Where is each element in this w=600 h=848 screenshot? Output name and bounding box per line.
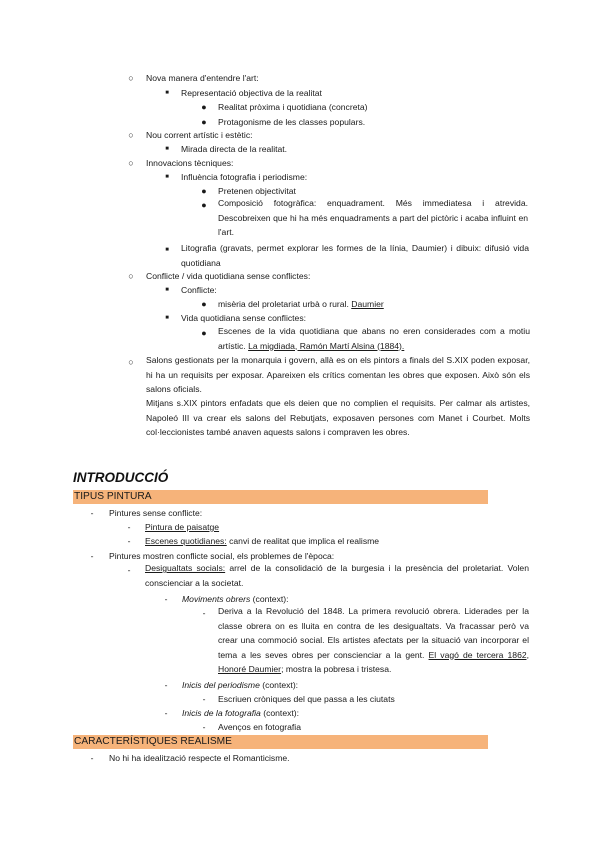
note-realitat-propera: Realitat pròxima i quotidiana (concreta) [218, 102, 368, 112]
band-caracteristiques-label: CARACTERÍSTIQUES REALISME [74, 736, 232, 747]
dash-bullet: - [202, 722, 206, 732]
dash-bullet: - [202, 694, 206, 704]
square-bullet: ■ [165, 146, 169, 152]
intro-desigualtats [145, 561, 529, 590]
deriva-text: Deriva a la Revolució del 1848. La primera revolució obrera. Liderades per la classe obrera on es lluita en contra de les desigualtats. Va fracassar però va crear una commoció social. Els artistes afectats per la situació van incorporar el tema a les seves obres per conscienciar a la gent. [218, 606, 529, 660]
circle-bullet: ○ [128, 357, 134, 367]
note-representacio: Representació objectiva de la realitat [181, 88, 322, 98]
circle-bullet: ○ [128, 130, 134, 140]
intro-periodisme [182, 680, 298, 691]
dash-bullet: - [164, 708, 168, 718]
circle-bullet: ○ [128, 271, 134, 281]
square-bullet: ■ [165, 247, 169, 253]
desigualtats-text: arrel de la consolidació de la burgesia i la presència del proletariat. Volen conscienciar a la societat. [145, 563, 529, 588]
miseria-text: misèria del proletariat urbà o rural. [218, 299, 349, 309]
escenes-quotidianes-label: Escenes quotidianes: [145, 536, 227, 546]
note-composicio: Composició fotogràfica: enquadrament. Més immediatesa i atrevida. Descobreixen que hi ha més enquadraments a part del pictòric i acaba influint en l'art. [218, 198, 528, 237]
intro-deriva [218, 604, 529, 677]
dash-bullet: - [202, 608, 206, 618]
desigualtats-label: Desigualtats socials: [145, 563, 226, 573]
intro-escriuen: Escriuen cròniques del que passa a les ciutats [218, 694, 395, 704]
dot-bullet: ● [201, 102, 207, 112]
note-innovacions: Innovacions tècniques: [146, 158, 234, 168]
section-heading-introduccio: INTRODUCCIÓ [73, 470, 169, 485]
dash-bullet: - [90, 508, 94, 518]
dash-bullet: - [127, 536, 131, 546]
moviments-label: Moviments obrers [182, 594, 251, 604]
note-salons-rebutjats: Mitjans s.XIX pintors enfadats que els deien que no complien el requisits. Per calmar als artistes, Napoleó III va crear els salons del Rebutjats, exposaven persones com Manet i Courbet. Molts col·leccionistes també anaven aquests salons i compraven les obres. [146, 398, 530, 437]
band-tipus-pintura [73, 490, 488, 504]
note-escenes [218, 324, 530, 353]
band-tipus-pintura-label: TIPUS PINTURA [74, 491, 152, 502]
note-litografia: Litografia (gravats, permet explorar les formes de la línia, Daumier) i dibuix: difusió vida quotidiana [181, 243, 529, 268]
intro-fotografia [182, 708, 299, 719]
dot-bullet: ● [201, 186, 207, 196]
daumier-link[interactable]: Daumier [351, 299, 384, 309]
note-conflicte: Conflicte: [181, 285, 217, 295]
square-bullet: ■ [165, 315, 169, 321]
fotografia-context: (context): [260, 708, 300, 718]
dot-bullet: ● [201, 117, 207, 127]
dot-bullet: ● [201, 200, 207, 210]
dot-bullet: ● [201, 299, 207, 309]
note-influencia: Influència fotografia i periodisme: [181, 172, 308, 182]
escenes-text: Escenes de la vida quotidiana que abans no eren considerades com a motiu artístic. [218, 326, 530, 351]
migdiada-link[interactable]: La migdiada, Ramón Martí Alsina (1884). [248, 340, 405, 351]
moviments-context: (context): [250, 594, 289, 604]
circle-bullet: ○ [128, 158, 134, 168]
intro-avencos: Avenços en fotografia [218, 722, 301, 732]
square-bullet: ■ [165, 90, 169, 96]
note-pretenen: Pretenen objectivitat [218, 186, 296, 196]
square-bullet: ■ [165, 287, 169, 293]
intro-paisatge: Pintura de paisatge [145, 522, 220, 532]
dash-bullet: - [127, 522, 131, 532]
dash-bullet: - [90, 551, 94, 561]
dot-bullet: ● [201, 328, 207, 338]
note-mirada-directa: Mirada directa de la realitat. [181, 144, 288, 154]
intro-mostren-conflicte: Pintures mostren conflicte social, els problemes de l'època: [109, 551, 335, 561]
square-bullet: ■ [165, 174, 169, 180]
dash-bullet: - [127, 565, 131, 575]
note-nova-manera: Nova manera d'entendre l'art: [146, 73, 259, 83]
note-conflicte-vida: Conflicte / vida quotidiana sense conflictes: [146, 271, 311, 281]
circle-bullet: ○ [128, 73, 134, 83]
vago-tercera-link[interactable]: El vagó de tercera 1862, Honoré Daumier [218, 649, 530, 674]
vago-text: ; mostra la pobresa i tristesa. [281, 664, 392, 674]
intro-sense-conflicte: Pintures sense conflicte: [109, 508, 203, 518]
dash-bullet: - [164, 680, 168, 690]
periodisme-label: Inicis del periodisme [182, 680, 260, 690]
note-nou-corrent: Nou corrent artístic i estètic: [146, 130, 253, 140]
dash-bullet: - [90, 753, 94, 763]
note-protagonisme: Protagonisme de les classes populars. [218, 117, 366, 127]
note-salons-oficials: Salons gestionats per la monarquia i govern, allà es on els pintors a finals del S.XIX poden exposar, hi ha un requisits per exposar. Apareixen els crítics comentan les obres que exposen. Això són els salons oficials. [146, 355, 530, 394]
fotografia-label: Inicis de la fotografia [182, 708, 261, 718]
intro-no-idealitzacio: No hi ha idealització respecte el Romanticisme. [109, 753, 290, 763]
intro-escenes-quotidianes [145, 536, 379, 547]
dash-bullet: - [164, 594, 168, 604]
note-miseria [218, 299, 384, 310]
periodisme-context: (context): [259, 680, 299, 690]
note-vida-sense: Vida quotidiana sense conflictes: [181, 313, 307, 323]
band-caracteristiques [73, 735, 488, 749]
escenes-quotidianes-text: canvi de realitat que implica el realisme [226, 536, 380, 546]
